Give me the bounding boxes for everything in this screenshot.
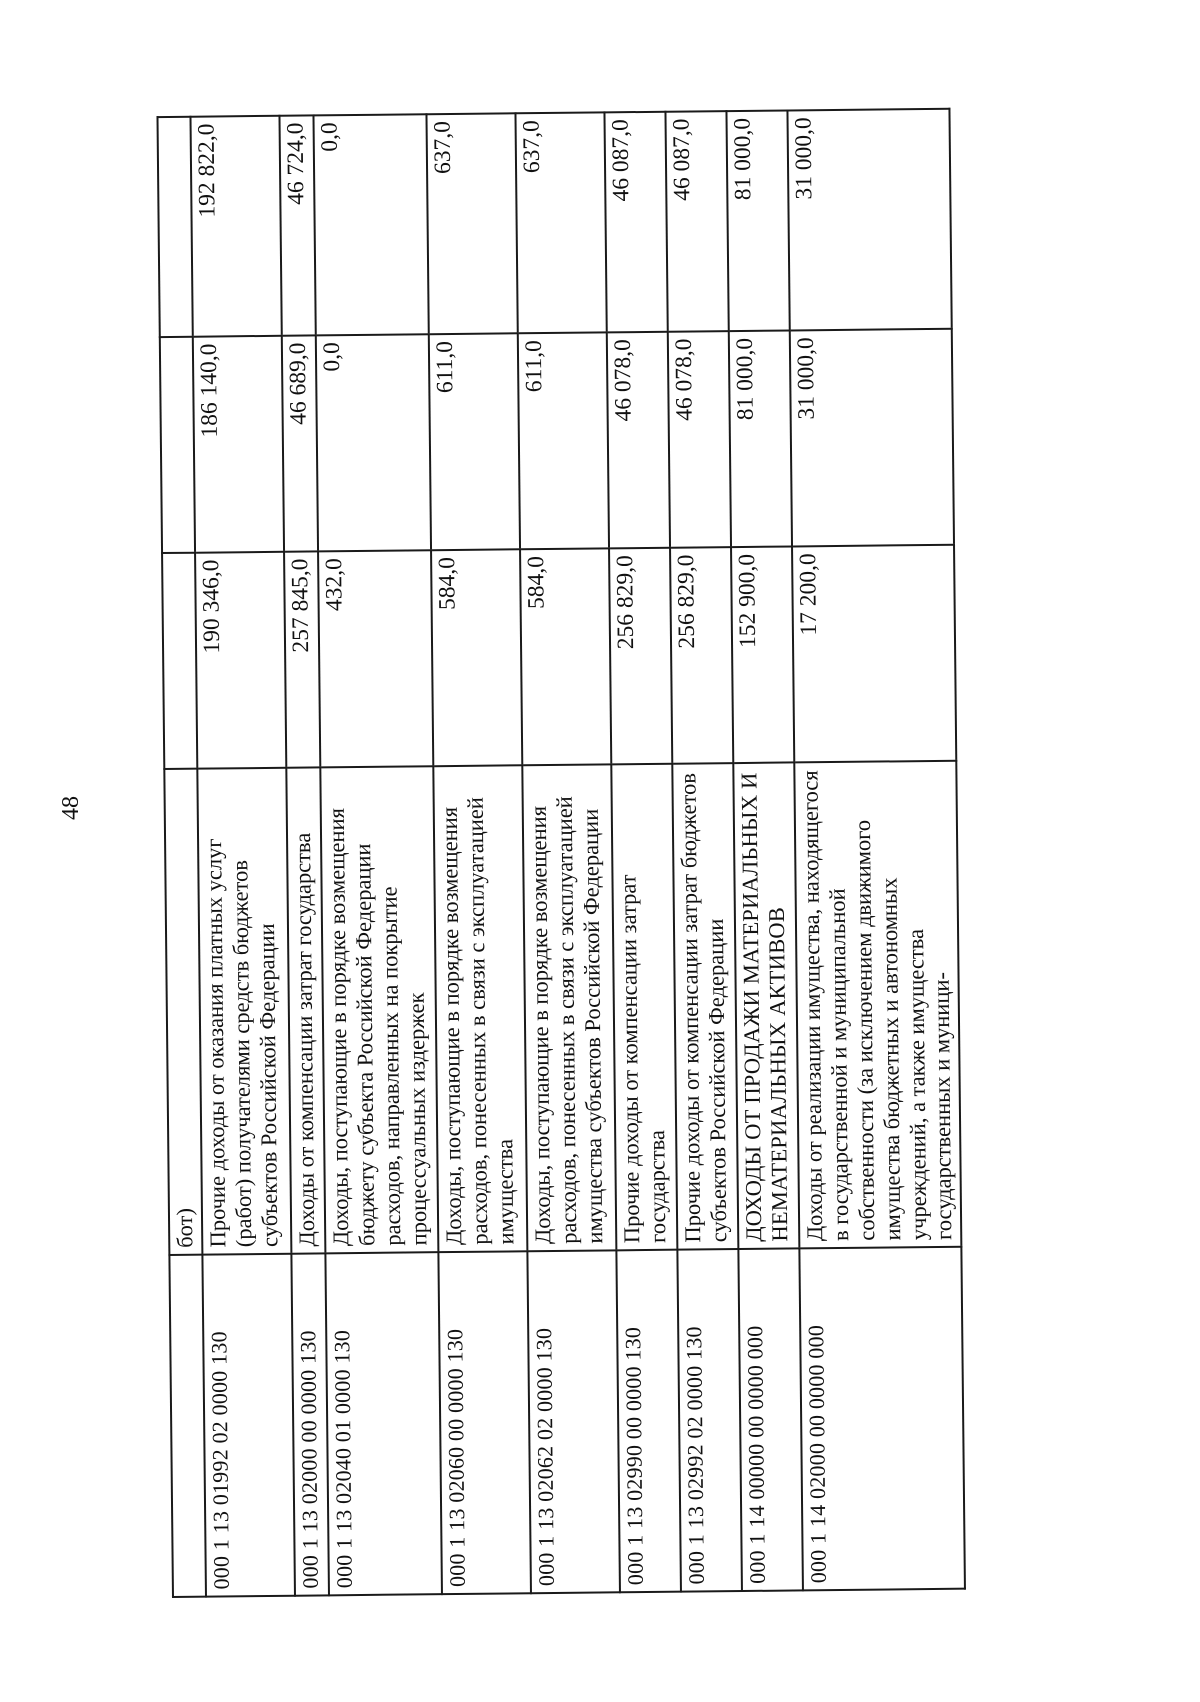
row-value-3: 31 000,0	[787, 109, 952, 331]
row-value-2	[160, 337, 195, 553]
table-row	[426, 113, 530, 1594]
row-code: 000 1 13 02040 01 0000 130	[325, 1252, 442, 1595]
row-name: Доходы, поступающие в порядке возмещения расходов, понесенных в связи с эксплуатацией имущества субъектов Российской Федерации	[522, 764, 616, 1251]
row-name: Прочие доходы от компенсации затрат государства	[611, 764, 677, 1251]
page-number: 48	[58, 796, 84, 820]
row-value-3: 81 000,0	[726, 110, 789, 331]
row-value-1: 432,0	[318, 550, 433, 767]
row-value-3: 46 087,0	[604, 112, 667, 333]
row-value-3: 637,0	[426, 113, 517, 334]
row-name: Прочие доходы от компенсации затрат бюджетов субъектов Российской Федерации	[672, 763, 738, 1250]
budget-revenue-table-container	[157, 110, 967, 1598]
row-value-1: 190 346,0	[195, 552, 286, 769]
row-name: Доходы, поступающие в порядке возмещения расходов, понесенных в связи с эксплуатацией имущества	[433, 765, 527, 1252]
row-name: Доходы от реализации имущества, находящегося в государственной и муниципальной собственности (за исключением движимого имущества бюджетных и автономных учреждений, а также имущества государственных и муници-	[794, 761, 961, 1249]
row-code: 000 1 14 00000 00 0000 000	[738, 1248, 803, 1591]
row-name: Доходы от компенсации затрат государства	[286, 767, 325, 1253]
row-value-2: 46 078,0	[668, 331, 731, 548]
row-value-3: 637,0	[515, 112, 606, 333]
row-value-2: 46 078,0	[607, 332, 670, 549]
table-row	[787, 109, 965, 1591]
row-value-3: 46 724,0	[279, 115, 315, 335]
row-value-3: 0,0	[313, 114, 428, 335]
row-value-1	[162, 553, 197, 769]
row-value-3	[157, 117, 192, 337]
row-value-1: 257 845,0	[284, 551, 320, 767]
row-value-2: 186 140,0	[193, 336, 284, 553]
row-code: 000 1 14 02000 00 0000 000	[799, 1247, 965, 1591]
row-value-2: 0,0	[316, 334, 431, 551]
row-value-2: 31 000,0	[790, 329, 955, 547]
row-value-2: 46 689,0	[282, 335, 318, 551]
row-name: Прочие доходы от оказания платных услуг (работ) получателями средств бюджетов субъектов Российской Федерации	[197, 768, 291, 1255]
row-code: 000 1 13 02000 00 0000 130	[291, 1253, 329, 1595]
row-value-3: 46 087,0	[665, 111, 728, 332]
table-row	[313, 114, 441, 1595]
row-code: 000 1 13 02062 02 0000 130	[527, 1250, 620, 1593]
table-row	[190, 116, 294, 1597]
budget-revenue-table	[156, 108, 966, 1598]
row-code: 000 1 13 01992 02 0000 130	[202, 1254, 295, 1597]
row-value-1: 17 200,0	[792, 545, 957, 763]
row-value-3: 192 822,0	[190, 116, 281, 337]
row-value-1: 584,0	[431, 549, 522, 766]
row-value-2: 611,0	[429, 333, 520, 550]
row-value-2: 81 000,0	[729, 330, 792, 547]
row-code: 000 1 13 02990 00 0000 130	[616, 1250, 681, 1593]
row-code	[169, 1255, 206, 1597]
row-value-1: 584,0	[520, 548, 611, 765]
row-code: 000 1 13 02992 02 0000 130	[677, 1249, 742, 1592]
row-name: Доходы, поступающие в порядке возмещения бюджету субъекта Российской Федерации расходов, направленных на покрытие процессуальных издержек	[320, 766, 438, 1253]
row-name: ДОХОДЫ ОТ ПРОДАЖИ МАТЕРИАЛЬНЫХ И НЕМАТЕРИАЛЬНЫХ АКТИВОВ	[733, 762, 799, 1249]
row-name: бот)	[164, 769, 202, 1255]
row-code: 000 1 13 02060 00 0000 130	[438, 1251, 531, 1594]
row-value-1: 256 829,0	[609, 548, 672, 765]
table-row	[515, 112, 619, 1593]
row-value-2: 611,0	[518, 332, 609, 549]
row-value-1: 152 900,0	[731, 546, 794, 763]
row-value-1: 256 829,0	[670, 547, 733, 764]
